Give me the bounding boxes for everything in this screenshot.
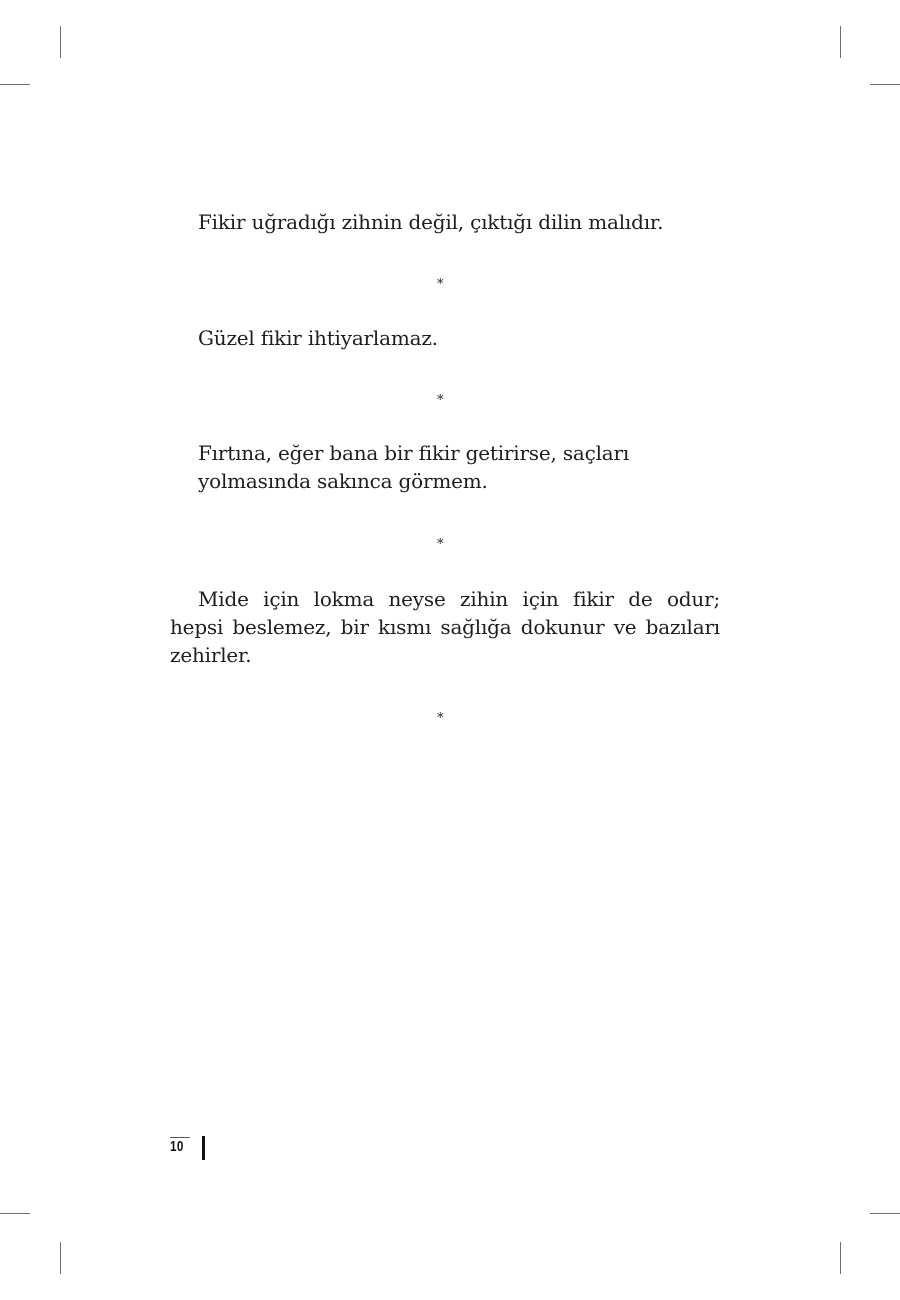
crop-mark-bottom-right-horizontal <box>870 1213 900 1214</box>
aphorism-3 <box>198 439 758 495</box>
separator-1: * <box>437 277 444 292</box>
page-number: 10 <box>170 1138 184 1155</box>
aphorism-2-line-1: Güzel fikir ihtiyarlamaz. <box>198 326 438 350</box>
separator-3: * <box>437 537 444 552</box>
aphorism-4: Mide için lokma neyse zihin için fikir de odur; hepsi beslemez, bir kısmı sağlığa dokunur ve bazıları zehirler. <box>170 587 720 667</box>
separator-4: * <box>437 711 444 726</box>
aphorism-2 <box>198 324 758 352</box>
separator-2: * <box>437 393 444 408</box>
crop-mark-bottom-right-vertical <box>840 1242 841 1274</box>
crop-mark-bottom-left-vertical <box>60 1242 61 1274</box>
folio-bar <box>202 1136 205 1160</box>
aphorism-3-line-2: yolmasında sakınca görmem. <box>198 469 488 493</box>
aphorism-3-line-1: Fırtına, eğer bana bir fikir getirirse, saçları <box>198 441 630 465</box>
aphorism-1-line-1: Fikir uğradığı zihnin değil, çıktığı dilin malıdır. <box>198 210 664 234</box>
crop-mark-top-left-vertical <box>60 26 61 58</box>
aphorism-1 <box>198 208 758 236</box>
crop-mark-top-left-horizontal <box>0 84 30 85</box>
crop-mark-bottom-left-horizontal <box>0 1213 30 1214</box>
crop-mark-top-right-vertical <box>840 26 841 58</box>
crop-mark-top-right-horizontal <box>870 84 900 85</box>
